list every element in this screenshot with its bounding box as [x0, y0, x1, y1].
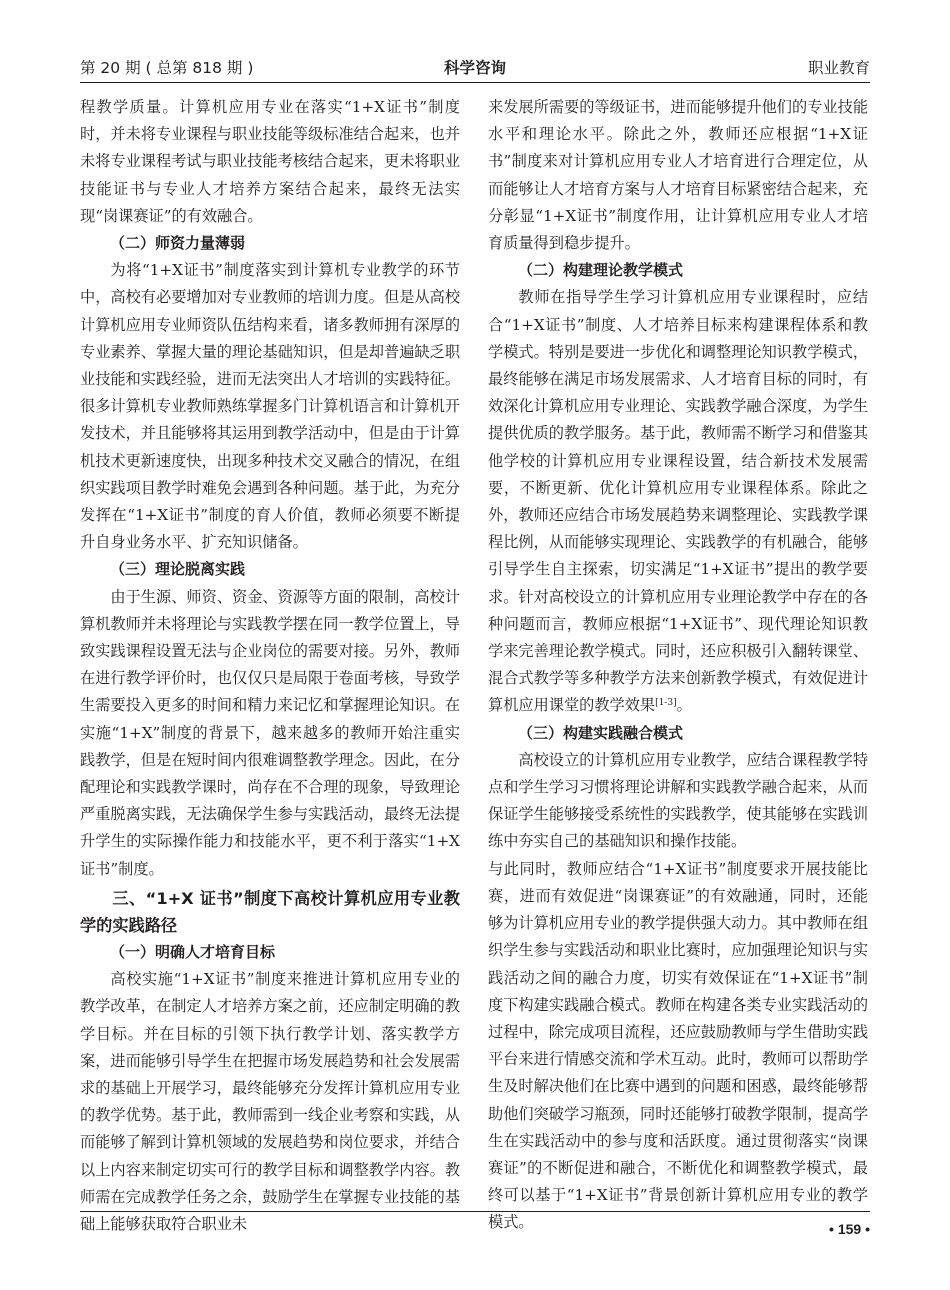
- footer-rule: [80, 1211, 870, 1212]
- subheading: （一）明确人才培育目标: [110, 942, 276, 961]
- subheading: （二）师资力量薄弱: [110, 234, 246, 253]
- subheading: （三）理论脱离实践: [110, 560, 246, 579]
- paragraph: 与此同时，教师应结合“1+X证书”制度要求开展技能比赛，进而有效促进“岗课赛证”的有效融通，同时，还能够为计算机应用专业的教学提供强大动力。其中教师在组织学生参与实践活动和职业比赛时，应加强理论知识与实践活动之间的融合力度，切实有效保证在“1+X证书”制度下构建实践融合模式。教师在构建各类专业实践活动的过程中，除完成项目流程，还应鼓励教师与学生借助实践平台来进行情感交流和学术互动。此时，教师可以帮助学生及时解决他们在比赛中遇到的问题和困惑，最终能够帮助他们突破学习瓶颈，同时还能够打破教学限制，提高学生在实践活动中的参与度和活跃度。通过贯彻落实“岗课赛证”的不断促进和融合，不断优化和调整教学模式，最终可以基于“1+X证书”背景创新计算机应用专业的教学模式。: [488, 859, 868, 1232]
- paragraph-text: 教师在指导学生学习计算机应用专业课程时，应结合“1+X证书”制度、人才培养目标来构建课程体系和教学模式。特别是要进一步优化和调整理论知识教学模式，最终能够在满足市场发展需求、人才培育目标的同时，有效深化计算机应用专业理论、实践教学融合深度，为学生提供优质的教学服务。基于此，教师需不断学习和借鉴其他学校的计算机应用专业课程设置，结合新技术发展需要，不断更新、优化计算机应用专业课程体系。除此之外，教师还应结合市场发展趋势来调整理论、实践教学课程比例，从而能够实现理论、实践教学的有机融合，能够引导学生自主探索，切实满足“1+X证书”提出的教学要求。针对高校设立的计算机应用专业理论教学中存在的各种问题而言，教师应根据“1+X证书”、现代理论知识教学来完善理论教学模式。同时，还应积极引入翻转课堂、混合式教学等多种教学方法来创新教学模式，有效促进计算机应用课堂的教学效果: [488, 288, 868, 715]
- subheading: （三）构建实践融合模式: [518, 723, 684, 742]
- subheading: （二）构建理论教学模式: [518, 261, 684, 280]
- header-rule: [80, 82, 870, 83]
- paragraph: 由于生源、师资、资金、资源等方面的限制，高校计算机教师并未将理论与实践教学摆在同一教学位置上，导致实践课程设置无法与企业岗位的需要对接。另外，教师在进行教学评价时，也仅仅只是局限于卷面考核，导致学生需要投入更多的时间和精力来记忆和掌握理论知识。在实施“1+X”制度的背景下，越来越多的教师开始注重实践教学，但是在短时间内很难调整教学理念。因此，在分配理论和实践教学课时，尚存在不合理的现象，导致理论严重脱离实践，无法确保学生参与实践活动，最终无法提升学生的实际操作能力和技能水平，更不利于落实“1+X证书”制度。: [80, 587, 460, 878]
- paragraph: 为将“1+X证书”制度落实到计算机专业教学的环节中，高校有必要增加对专业教师的培训力度。但是从高校计算机应用专业师资队伍结构来看，诸多教师拥有深厚的专业素养、掌握大量的理论基础知识，但是却普遍缺乏职业技能和实践经验，进而无法突出人才培训的实践特征。很多计算机专业教师熟练掌握多门计算机语言和计算机开发技术，并且能够将其运用到教学活动中，但是由于计算机技术更新速度快，出现多种技术交叉融合的情况，在组织实践项目教学时难免会遇到各种问题。基于此，为充分发挥在“1+X证书”制度的育人价值，教师必须要不断提升自身业务水平、扩充知识储备。: [80, 261, 460, 552]
- paragraph-end: 。: [676, 696, 692, 715]
- issue-info: 第 20 期 ( 总第 818 期 ): [80, 59, 254, 77]
- journal-title: 科学咨询: [443, 59, 506, 77]
- paragraph: 来发展所需要的等级证书，进而能够提升他们的专业技能水平和理论水平。除此之外，教师还应根据“1+X证书”制度来对计算机应用专业人才培育进行合理定位，从而能够让人才培育方案与人才培育目标紧密结合起来，充分彰显“1+X证书”制度作用，让计算机应用专业人才培育质量得到稳步提升。: [488, 98, 868, 253]
- paragraph: 高校设立的计算机应用专业教学，应结合课程教学特点和学生学习习惯将理论讲解和实践教学融合起来，从而保证学生能够接受系统性的实践教学，使其能够在实践训练中夯实自己的基础知识和操作技能。: [488, 750, 868, 851]
- right-column: [488, 94, 868, 1237]
- paragraph: [488, 284, 868, 719]
- paragraph: 程教学质量。计算机应用专业在落实“1+X证书”制度时，并未将专业课程与职业技能等级标准结合起来，也并未将专业课程考试与职业技能考核结合起来，更未将职业技能证书与专业人才培养方案结合起来，最终无法实现“岗课赛证”的有效融合。: [80, 98, 460, 225]
- citation: [1-3]: [655, 698, 677, 709]
- page-number: • 159 •: [829, 1221, 870, 1237]
- section-heading: 三、“1+X 证书”制度下高校计算机应用专业教学的实践路径: [80, 888, 460, 935]
- section-name: 职业教育: [807, 59, 870, 77]
- paragraph: 高校实施“1+X证书”制度来推进计算机应用专业的教学改革，在制定人才培养方案之前，还应制定明确的教学目标。并在目标的引领下执行教学计划、落实教学方案，进而能够引导学生在把握市场发展趋势和社会发展需求的基础上开展学习，最终能够充分发挥计算机应用专业的教学优势。基于此，教师需到一线企业考察和实践，从而能够了解到计算机领域的发展趋势和岗位要求，并结合以上内容来制定切实可行的教学目标和调整教学内容。教师需在完成教学任务之余，鼓励学生在掌握专业技能的基础上能够获取符合职业未: [80, 970, 460, 1233]
- running-header: [80, 56, 870, 78]
- left-column: [80, 94, 460, 1238]
